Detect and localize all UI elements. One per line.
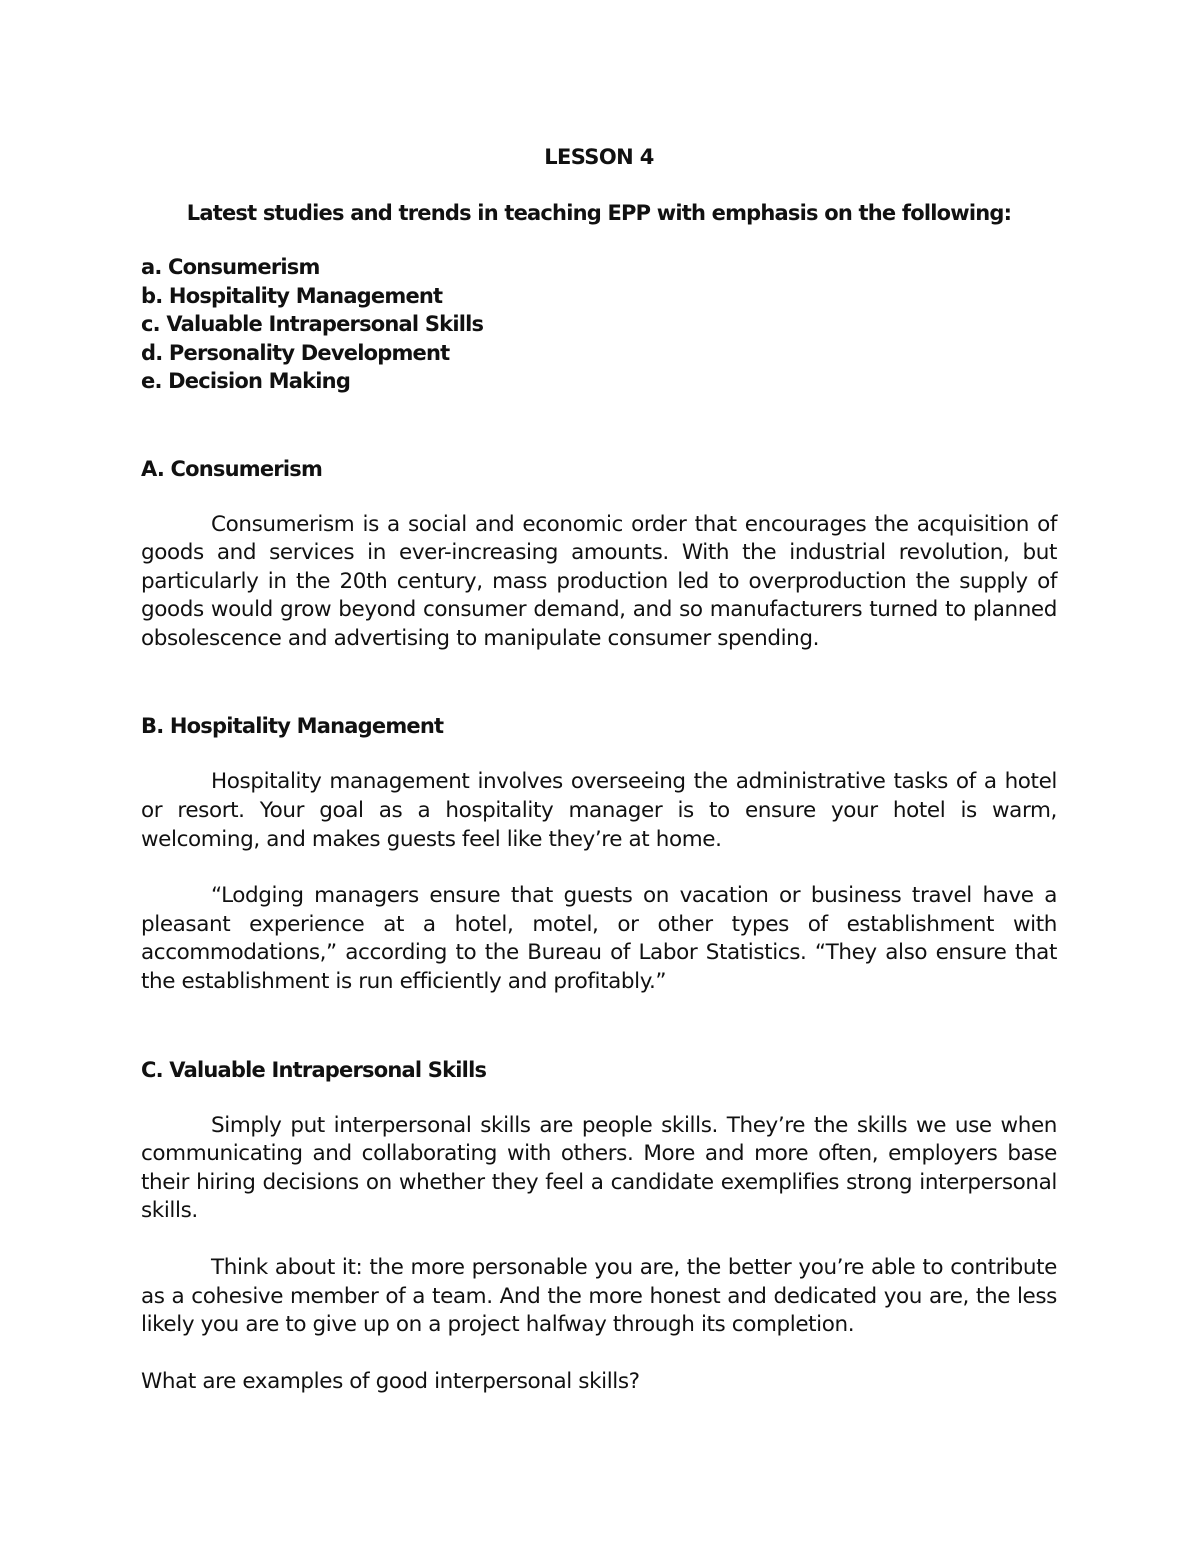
hospitality-paragraph-2: “Lodging managers ensure that guests on vacation or business travel have a pleasant experience at a hotel, motel, or other types of establishment with accommodations,” according to the Bureau of Labor Statistics. “They also ensure that the establishment is run efficiently and profitably.”	[141, 883, 1057, 995]
topic-item-consumerism: a. Consumerism	[141, 255, 320, 279]
section-heading-intrapersonal: C. Valuable Intrapersonal Skills	[141, 1057, 487, 1082]
intrapersonal-paragraph-1: Simply put interpersonal skills are people skills. They’re the skills we use when communicating and collaborating with others. More and more often, employers base their hiring decisions on whether they feel a candidate exemplifies strong interpersonal skills.	[141, 1112, 1057, 1224]
topic-item-decision-making: e. Decision Making	[141, 369, 351, 393]
section-heading-hospitality: B. Hospitality Management	[141, 714, 444, 739]
topic-item-hospitality: b. Hospitality Management	[141, 283, 443, 308]
lesson-title: LESSON 4	[544, 145, 654, 169]
topic-item-personality: d. Personality Development	[141, 340, 450, 365]
section-heading-consumerism: A. Consumerism	[141, 456, 323, 481]
topic-list	[141, 253, 1057, 396]
intrapersonal-paragraph-2: Think about it: the more personable you are, the better you’re able to contribute as a cohesive member of a team. And the more honest and dedicated you are, the less likely you are to give up on a project halfway through its completion.	[141, 1255, 1057, 1338]
consumerism-paragraph: Consumerism is a social and economic order that encourages the acquisition of goods and services in ever-increasing amounts. With the industrial revolution, but particularly in the 20th century, mass production led to overproduction the supply of goods would grow beyond consumer demand, and so manufacturers turned to planned obsolescence and advertising to manipulate consumer spending.	[141, 511, 1057, 651]
topic-item-intrapersonal: c. Valuable Intrapersonal Skills	[141, 312, 484, 336]
document-body	[141, 141, 1057, 1396]
interpersonal-skills-question: What are examples of good interpersonal skills?	[141, 1368, 640, 1394]
hospitality-paragraph-1: Hospitality management involves overseeing the administrative tasks of a hotel or resort. Your goal as a hospitality manager is to ensure your hotel is warm, welcoming, and makes guests feel like they’re at home.	[141, 769, 1057, 852]
lesson-subtitle: Latest studies and trends in teaching EPP with emphasis on the following:	[186, 201, 1012, 225]
